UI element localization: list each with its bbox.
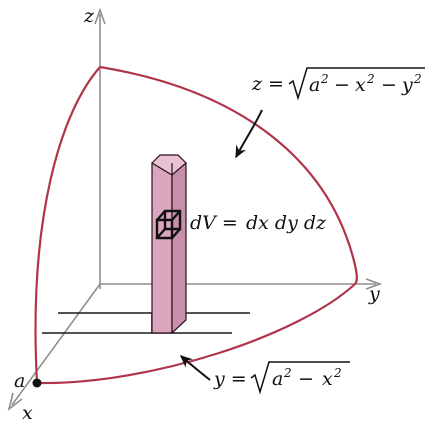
yz-trace-curve <box>100 67 357 284</box>
x-axis-label: x <box>22 402 33 422</box>
point-a-marker <box>33 379 42 388</box>
dv-lhs: dV = <box>190 212 238 234</box>
dv-rhs: dx dy dz <box>246 212 327 234</box>
volume-element-equation <box>190 212 327 234</box>
sphere-eq-lhs: z = <box>252 73 284 95</box>
integration-column <box>152 155 186 333</box>
boundary-eq-lhs: y = <box>214 368 247 390</box>
sphere-equation <box>251 66 425 98</box>
y-axis-label: y <box>369 283 380 305</box>
sphere-eq-radicand: a 2 − x 2 − y 2 <box>309 72 422 96</box>
boundary-equation <box>213 360 350 392</box>
column-front-face <box>152 163 172 333</box>
z-axis-label: z <box>84 5 95 27</box>
surface-callout-arrow <box>236 110 262 157</box>
axes <box>9 10 380 409</box>
point-a-label: a <box>14 370 26 392</box>
column-side-face <box>172 163 186 333</box>
xz-trace-curve <box>36 67 100 383</box>
base-grid-lines <box>42 313 250 333</box>
boundary-eq-radicand: a 2 − x 2 <box>272 366 342 390</box>
